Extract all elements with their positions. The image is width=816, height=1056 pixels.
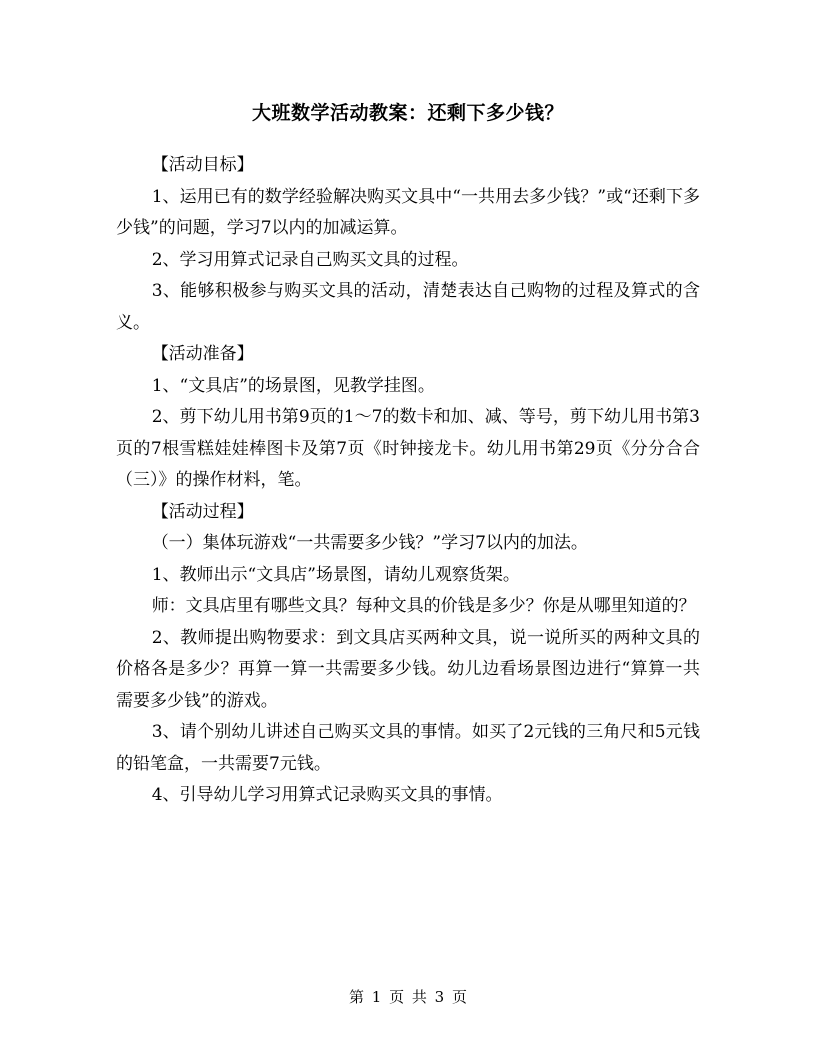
section-heading-preparation: 【活动准备】 xyxy=(151,344,254,364)
paragraph: 1、运用已有的数学经验解决购买文具中“一共用去多少钱？”或“还剩下多少钱”的问题，学习7以内的加减运算。 xyxy=(116,186,700,238)
paragraph: 1、教师出示“文具店”场景图，请幼儿观察货架。 xyxy=(151,564,520,585)
paragraph: （一）集体玩游戏“一共需要多少钱？”学习7以内的加法。 xyxy=(151,533,588,553)
paragraph: 3、请个别幼儿讲述自己购买文具的事情。如买了2元钱的三角尺和5元钱的铅笔盒，一共需要7元钱。 xyxy=(116,722,700,774)
section-heading-goals: 【活动目标】 xyxy=(151,155,254,175)
paragraph: 师：文具店里有哪些文具？每种文具的价钱是多少？你是从哪里知道的？ xyxy=(151,596,696,616)
paragraph: 2、学习用算式记录自己购买文具的过程。 xyxy=(151,249,469,270)
paragraph: 2、剪下幼儿用书第9页的1～7的数卡和加、减、等号，剪下幼儿用书第3页的7根雪糕娃娃棒图卡及第7页《时钟接龙卡。幼儿用书第29页《分分合合（三）》的操作材料，笔。 xyxy=(116,407,700,490)
paragraph: 2、教师提出购物要求：到文具店买两种文具，说一说所买的两种文具的价格各是多少？再算一算一共需要多少钱。幼儿边看场景图边进行“算算一共需要多少钱”的游戏。 xyxy=(116,627,700,711)
paragraph: 4、引导幼儿学习用算式记录购买文具的事情。 xyxy=(151,785,503,805)
document-title: 大班数学活动教案：还剩下多少钱？ xyxy=(251,102,564,124)
paragraph: 3、能够积极参与购买文具的活动，清楚表达自己购物的过程及算式的含义。 xyxy=(116,281,700,333)
paragraph: 1、“文具店”的场景图，见教学挂图。 xyxy=(151,375,435,396)
page-number-footer: 第 1 页 共 3 页 xyxy=(349,988,467,1006)
section-heading-process: 【活动过程】 xyxy=(151,501,254,522)
document-body xyxy=(116,150,700,812)
